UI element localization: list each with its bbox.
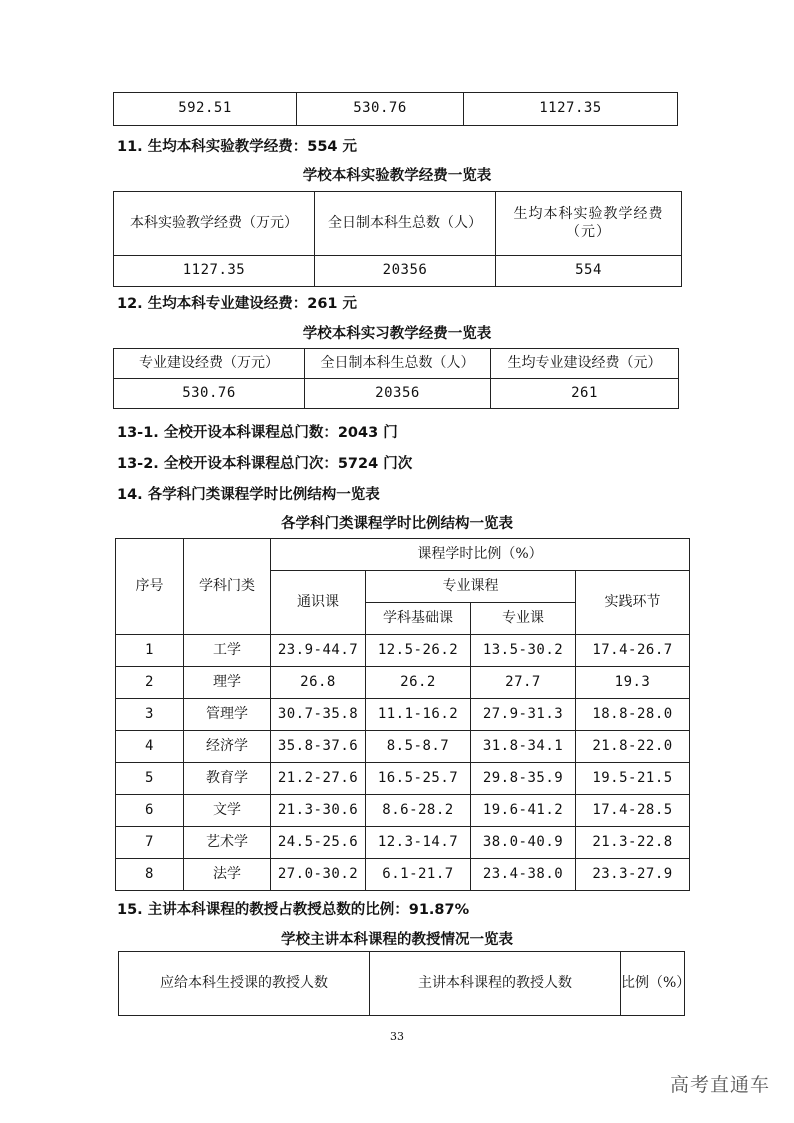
table-header-cell: 全日制本科生总数（人） <box>305 349 491 379</box>
table-cell: 26.8 <box>271 667 366 699</box>
table-cell: 工学 <box>184 635 271 667</box>
table-cell: 管理学 <box>184 699 271 731</box>
table-cell: 20356 <box>315 256 496 287</box>
table-cell: 38.0-40.9 <box>471 827 576 859</box>
table-header-cell: 生均专业建设经费（元） <box>491 349 679 379</box>
table-header-cell: 本科实验教学经费（万元） <box>114 192 315 256</box>
section-heading-13-1: 13-1. 全校开设本科课程总门数：2043 门 <box>117 425 398 441</box>
table-cell: 8.6-28.2 <box>366 795 471 827</box>
table-cell: 8.5-8.7 <box>366 731 471 763</box>
table-header-special: 专业课 <box>471 603 576 635</box>
table-row <box>116 699 690 731</box>
table-cell: 20356 <box>305 379 491 409</box>
table-cell: 法学 <box>184 859 271 891</box>
table-cell: 19.6-41.2 <box>471 795 576 827</box>
table-cell: 17.4-26.7 <box>576 635 690 667</box>
table-course-hour-ratio <box>115 538 690 891</box>
table-row <box>116 667 690 699</box>
table-header-cell: 生均本科实验教学经费（元） <box>496 192 682 256</box>
table-cell: 艺术学 <box>184 827 271 859</box>
table-cell: 文学 <box>184 795 271 827</box>
table-cell: 2 <box>116 667 184 699</box>
table-header-basic: 学科基础课 <box>366 603 471 635</box>
table-cell: 592.51 <box>114 93 297 126</box>
table-header-cell: 比例（%） <box>621 952 685 1016</box>
table-cell: 554 <box>496 256 682 287</box>
table-cell: 19.3 <box>576 667 690 699</box>
table-cell: 17.4-28.5 <box>576 795 690 827</box>
table-cell: 21.3-22.8 <box>576 827 690 859</box>
table-cell: 6 <box>116 795 184 827</box>
table-experiment-funding <box>113 191 682 287</box>
table-professor-teaching <box>118 951 691 1016</box>
table-cell: 530.76 <box>297 93 464 126</box>
table-cell: 27.7 <box>471 667 576 699</box>
table-cell: 27.9-31.3 <box>471 699 576 731</box>
table-cell: 29.8-35.9 <box>471 763 576 795</box>
table-cell: 理学 <box>184 667 271 699</box>
table-caption-course-ratio: 各学科门类课程学时比例结构一览表 <box>281 516 513 532</box>
table-row <box>116 827 690 859</box>
table-header-major: 专业课程 <box>366 571 576 603</box>
table-header-cell: 主讲本科课程的教授人数 <box>370 952 621 1016</box>
table-cell: 13.5-30.2 <box>471 635 576 667</box>
table-caption-internship: 学校本科实习教学经费一览表 <box>302 326 492 342</box>
table-row <box>116 859 690 891</box>
table-cell: 21.2-27.6 <box>271 763 366 795</box>
table-cell: 24.5-25.6 <box>271 827 366 859</box>
table-cell: 12.5-26.2 <box>366 635 471 667</box>
table-cell: 530.76 <box>114 379 305 409</box>
table-cell: 23.4-38.0 <box>471 859 576 891</box>
table-cell: 7 <box>116 827 184 859</box>
section-heading-13-2: 13-2. 全校开设本科课程总门次：5724 门次 <box>117 456 413 472</box>
table-cell: 31.8-34.1 <box>471 731 576 763</box>
table-row <box>116 763 690 795</box>
table-row <box>116 635 690 667</box>
table-cell: 23.9-44.7 <box>271 635 366 667</box>
section-heading-12: 12. 生均本科专业建设经费：261 元 <box>117 296 358 312</box>
page-number: 33 <box>390 1030 404 1043</box>
section-heading-14: 14. 各学科门类课程学时比例结构一览表 <box>117 487 380 503</box>
table-row <box>116 731 690 763</box>
table-cell: 19.5-21.5 <box>576 763 690 795</box>
table-cell: 261 <box>491 379 679 409</box>
table-header-category: 学科门类 <box>184 539 271 635</box>
table-caption-experiment: 学校本科实验教学经费一览表 <box>302 168 492 184</box>
table-cell: 6.1-21.7 <box>366 859 471 891</box>
table-cell: 23.3-27.9 <box>576 859 690 891</box>
section-heading-11: 11. 生均本科实验教学经费：554 元 <box>117 139 358 155</box>
table-header-general: 通识课 <box>271 571 366 635</box>
table-header-practice: 实践环节 <box>576 571 690 635</box>
table-cell: 经济学 <box>184 731 271 763</box>
table-cell: 3 <box>116 699 184 731</box>
table-cell: 12.3-14.7 <box>366 827 471 859</box>
table-header-cell: 专业建设经费（万元） <box>114 349 305 379</box>
table-cell: 教育学 <box>184 763 271 795</box>
table-major-construction-funding <box>113 348 679 409</box>
section-heading-15: 15. 主讲本科课程的教授占教授总数的比例：91.87% <box>117 902 470 918</box>
table-cell: 4 <box>116 731 184 763</box>
table-header-ratio: 课程学时比例（%） <box>271 539 690 571</box>
table-cell: 5 <box>116 763 184 795</box>
table-cell: 1 <box>116 635 184 667</box>
table-cell: 8 <box>116 859 184 891</box>
table-cell: 18.8-28.0 <box>576 699 690 731</box>
table-cell: 21.8-22.0 <box>576 731 690 763</box>
table-cell: 1127.35 <box>114 256 315 287</box>
table-cell: 26.2 <box>366 667 471 699</box>
table-cell: 35.8-37.6 <box>271 731 366 763</box>
table-header-seq: 序号 <box>116 539 184 635</box>
table-cell: 11.1-16.2 <box>366 699 471 731</box>
table-caption-professor: 学校主讲本科课程的教授情况一览表 <box>281 932 513 948</box>
table-continued <box>113 92 678 126</box>
table-cell: 1127.35 <box>464 93 678 126</box>
table-cell: 21.3-30.6 <box>271 795 366 827</box>
table-cell: 30.7-35.8 <box>271 699 366 731</box>
table-header-cell: 全日制本科生总数（人） <box>315 192 496 256</box>
table-row <box>116 795 690 827</box>
table-header-cell: 应给本科生授课的教授人数 <box>119 952 370 1016</box>
table-cell: 27.0-30.2 <box>271 859 366 891</box>
watermark: 高考直通车 <box>669 1074 770 1096</box>
table-cell: 16.5-25.7 <box>366 763 471 795</box>
